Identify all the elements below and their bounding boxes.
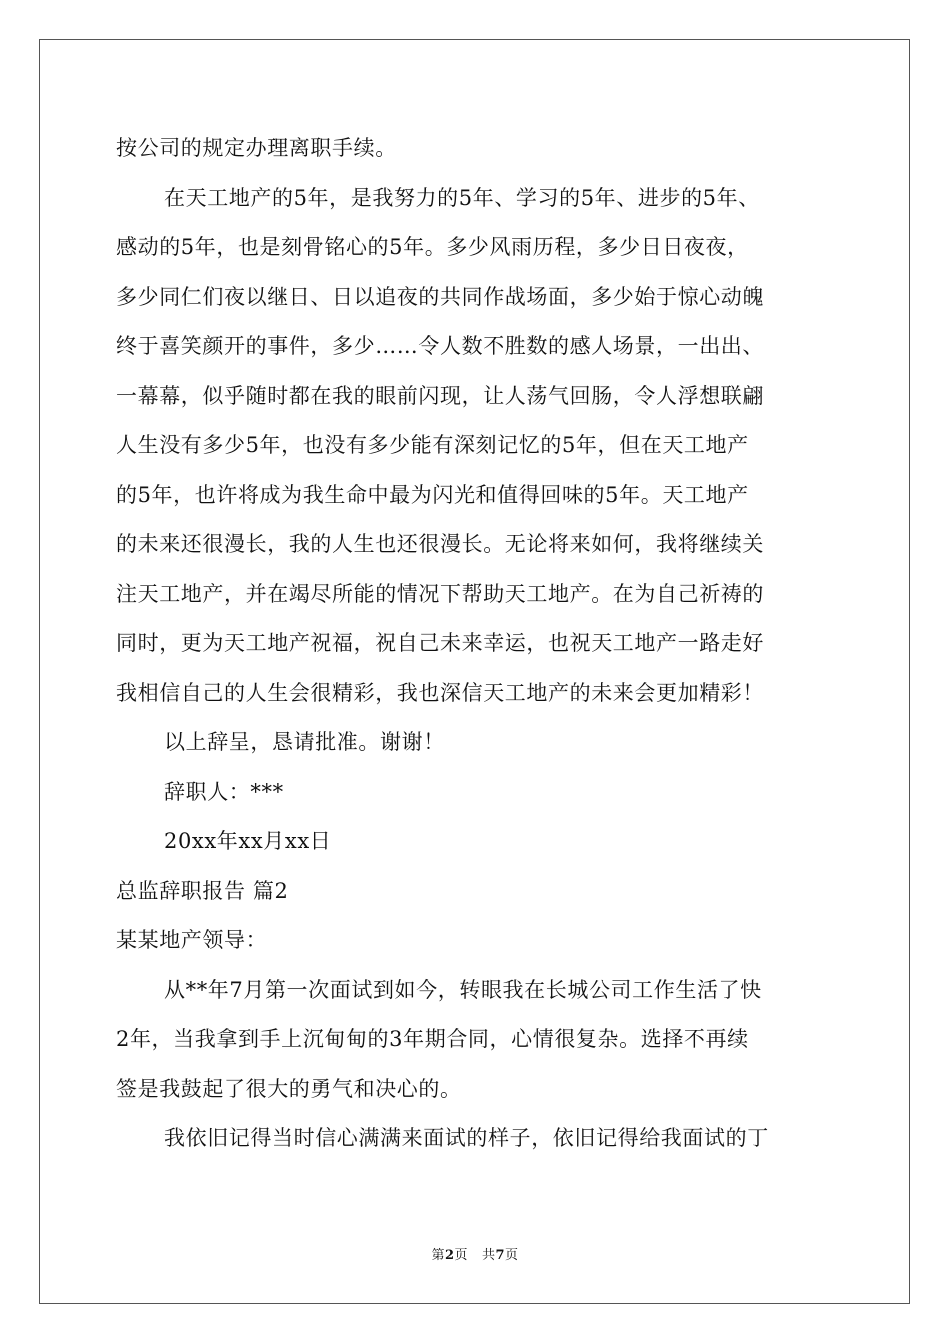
text-line: 签是我鼓起了很大的勇气和决心的。 <box>116 1076 462 1101</box>
text-line: 从**年7月第一次面试到如今，转眼我在长城公司工作生活了快 <box>164 977 762 1002</box>
text-line: 的5年，也许将成为我生命中最为闪光和值得回味的5年。天工地产 <box>116 482 749 507</box>
page-footer <box>0 1248 950 1264</box>
section-heading: 总监辞职报告 篇2 <box>116 878 289 903</box>
salutation-line: 某某地产领导： <box>116 928 268 952</box>
total-page-count: 7 <box>495 1248 506 1263</box>
text-line: 多少同仁们夜以继日、日以追夜的共同作战场面，多少始于惊心动魄 <box>116 284 764 309</box>
current-page-number: 2 <box>444 1248 455 1263</box>
document-body <box>116 124 836 1164</box>
text-line: 一幕幕，似乎随时都在我的眼前闪现，让人荡气回肠，令人浮想联翩 <box>116 383 764 408</box>
text-line: 终于喜笑颜开的事件，多少……令人数不胜数的感人场景，一出出、 <box>116 334 764 358</box>
date-line: 20xx年xx月xx日 <box>164 829 332 853</box>
text-line: 同时，更为天工地产祝福，祝自己未来幸运，也祝天工地产一路走好 <box>116 631 764 655</box>
signature-line: 辞职人：*** <box>164 779 284 804</box>
footer-prefix: 第 <box>431 1248 445 1263</box>
footer-total-prefix: 共 <box>481 1248 496 1263</box>
text-line: 按公司的规定办理离职手续。 <box>116 136 397 160</box>
text-line: 的未来还很漫长，我的人生也还很漫长。无论将来如何，我将继续关 <box>116 532 764 556</box>
text-line: 人生没有多少5年，也没有多少能有深刻记忆的5年，但在天工地产 <box>116 433 749 457</box>
footer-total-suffix: 页 <box>505 1248 519 1263</box>
text-line: 在天工地产的5年，是我努力的5年、学习的5年、进步的5年、 <box>164 185 760 210</box>
text-line: 我依旧记得当时信心满满来面试的样子，依旧记得给我面试的丁 <box>164 1126 769 1150</box>
text-line: 2年，当我拿到手上沉甸甸的3年期合同，心情很复杂。选择不再续 <box>116 1027 749 1051</box>
text-line: 注天工地产，并在竭尽所能的情况下帮助天工地产。在为自己祈祷的 <box>116 581 764 606</box>
text-line: 感动的5年，也是刻骨铭心的5年。多少风雨历程，多少日日夜夜， <box>116 235 749 259</box>
text-line: 我相信自己的人生会很精彩，我也深信天工地产的未来会更加精彩！ <box>116 680 764 705</box>
closing-line: 以上辞呈，恳请批准。谢谢！ <box>164 730 445 754</box>
footer-page-suffix: 页 <box>454 1248 469 1263</box>
